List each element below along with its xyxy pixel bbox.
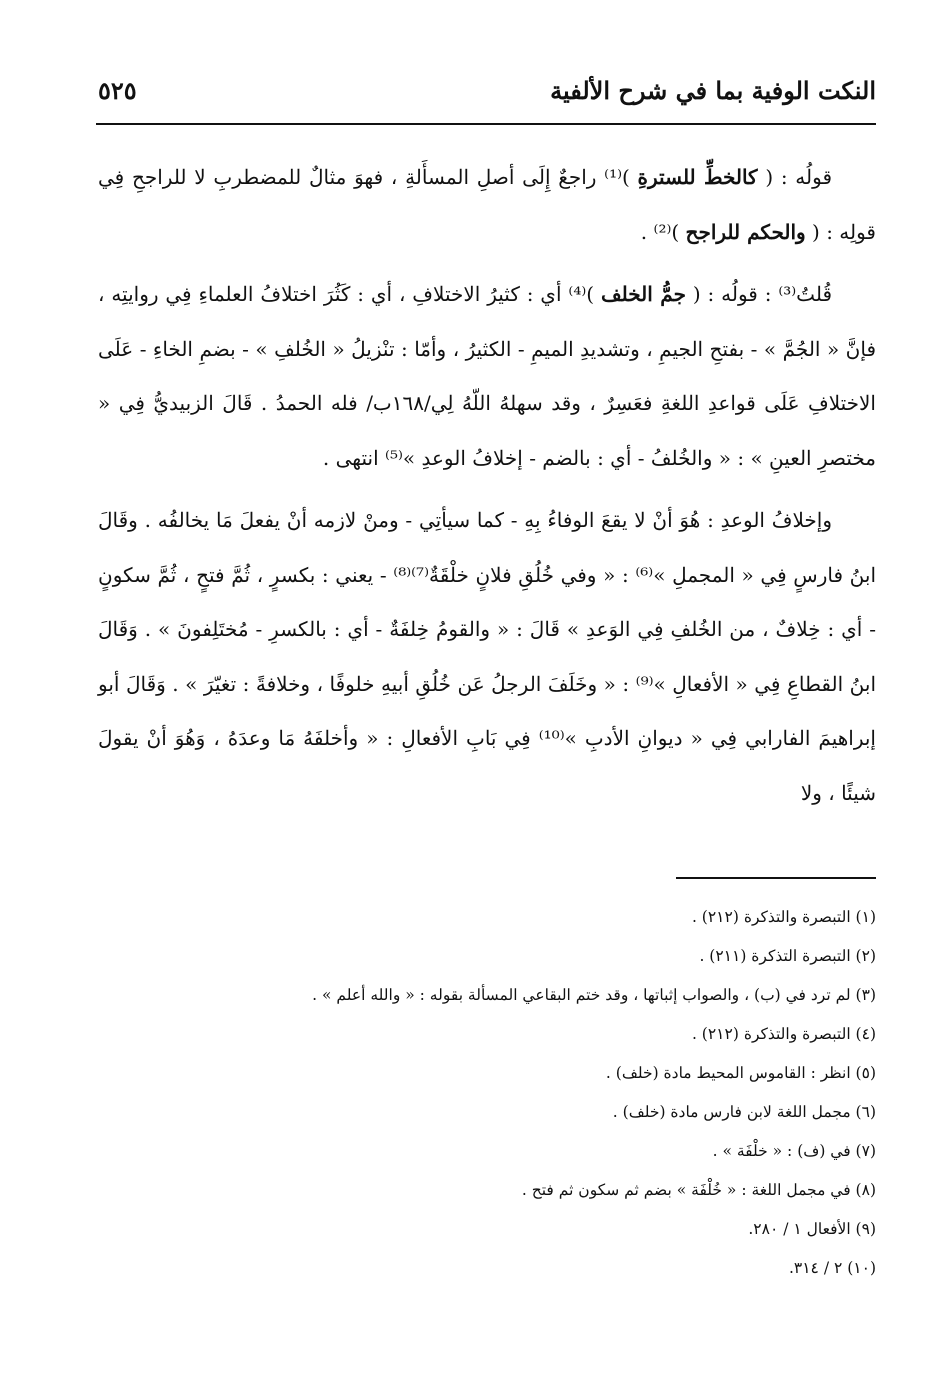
paragraph-1-text-2: )⁽¹⁾ راجعٌ إِلَى أصلِ المسأَلةِ ، فهوَ مثالٌ للمضطربِ لا للراجحِ فِي قولِه : ( [98, 165, 876, 244]
footnotes [98, 898, 876, 1288]
main-text [98, 150, 876, 828]
footnote-9: (٩) الأفعال ١ / ٢٨٠. [748, 1220, 876, 1238]
paragraph-2-text-2: )⁽⁴⁾ أي : كثيرُ الاختلافِ ، أي : كَثُرَ اختلافُ العلماءِ فِي روايتِه ، فإنَّ « الجُمَّ » - بفتحِ الجيمِ ، وتشديدِ الميمِ - الكثيرُ ، وأمّا : تنْزيلُ « الخُلفِ » - بضمِ الخاءِ - عَلَى الاختلافِ عَلَى قواعدِ اللغةِ فعَسِرٌ ، وقد سهلهُ اللّهُ لِي/١٦٨ب/ فله الحمدُ . قَالَ الزبيديُّ فِي « مختصرِ العينِ » : « والخُلفُ - أي : بالضم - إخلافُ الوعدِ »⁽⁵⁾ انتهى . [98, 282, 876, 470]
paragraph-1-text-3: )⁽²⁾ . [640, 219, 686, 244]
quoted-term-3: جمُّ الخلف [600, 282, 686, 306]
running-title: النكت الوفية بما في شرح الألفية [550, 76, 876, 105]
running-header [98, 72, 876, 120]
footnote-6: (٦) مجمل اللغة لابن فارس مادة (خلف) . [612, 1103, 876, 1121]
quoted-term-2: والحكم للراجح [685, 219, 806, 244]
footnote-rule [676, 877, 876, 879]
paragraph-3: وإخلافُ الوعدِ : هُوَ أنْ لا يقعَ الوفاءُ بِهِ - كما سيأتِي - ومنْ لازمه أنْ يفعلَ مَا يخالفُه . وقَالَ ابنُ فارسٍ فِي « المجملِ »⁽⁶⁾ : « وفي خُلُقِ فلانٍ خلْقَةٌ⁽⁷⁾⁽⁸⁾ - يعني : بكسرٍ ، ثُمَّ فتحٍ ، ثُمَّ سكونٍ - أي : خِلافٌ ، من الخُلفِ فِي الوَعدِ » قَالَ : « والقومُ خِلفَةٌ - أي : بالكسرِ - مُختَلِفونَ » . وَقَالَ ابنُ القطاعِ فِي « الأفعالِ »⁽⁹⁾ : « وخَلَفَ الرجلُ عَن خُلُقِ أبيهِ خلوفًا ، وخلافةً : تغيّرَ » . وَقَالَ أبو إبراهيمَ الفارابي فِي « ديوانِ الأدبِ »⁽¹⁰⁾ فِي بَابِ الأفعالِ : « وأخلفَهُ مَا وعدَهُ ، وَهُوَ أنْ يقولَ شيئًا ، ولا [98, 508, 877, 805]
footnote-7: (٧) في (ف) : « خلْفَة » . [712, 1142, 876, 1160]
paragraph-2 [98, 267, 876, 485]
header-rule [96, 123, 876, 125]
footnote-1: (١) التبصرة والتذكرة (٢١٢) . [691, 908, 876, 926]
footnote-8: (٨) في مجمل اللغة : « خُلْفَة » بضم ثم سكون ثم فتح . [521, 1181, 876, 1199]
footnote-2: (٢) التبصرة التذكرة (٢١١) . [699, 947, 876, 965]
paragraph-2-text-1: قُلتُ⁽³⁾ : قولُه : ( [685, 282, 832, 306]
page-number: ٥٢٥ [98, 76, 137, 105]
paragraph-1 [98, 150, 876, 259]
paragraph-1-text-1: قولُه : ( [757, 165, 833, 189]
footnote-4: (٤) التبصرة والتذكرة (٢١٢) . [691, 1025, 876, 1043]
footnote-3: (٣) لم ترد في (ب) ، والصواب إثباتها ، وقد ختم البقاعي المسألة بقوله : « والله أعلم » . [312, 986, 876, 1004]
footnote-10: (١٠) ٢ / ٣١٤. [788, 1259, 876, 1277]
footnote-5: (٥) انظر : القاموس المحيط مادة (خلف) . [605, 1064, 876, 1082]
quoted-term-1: كالخطِّ للسترةِ [637, 165, 758, 189]
